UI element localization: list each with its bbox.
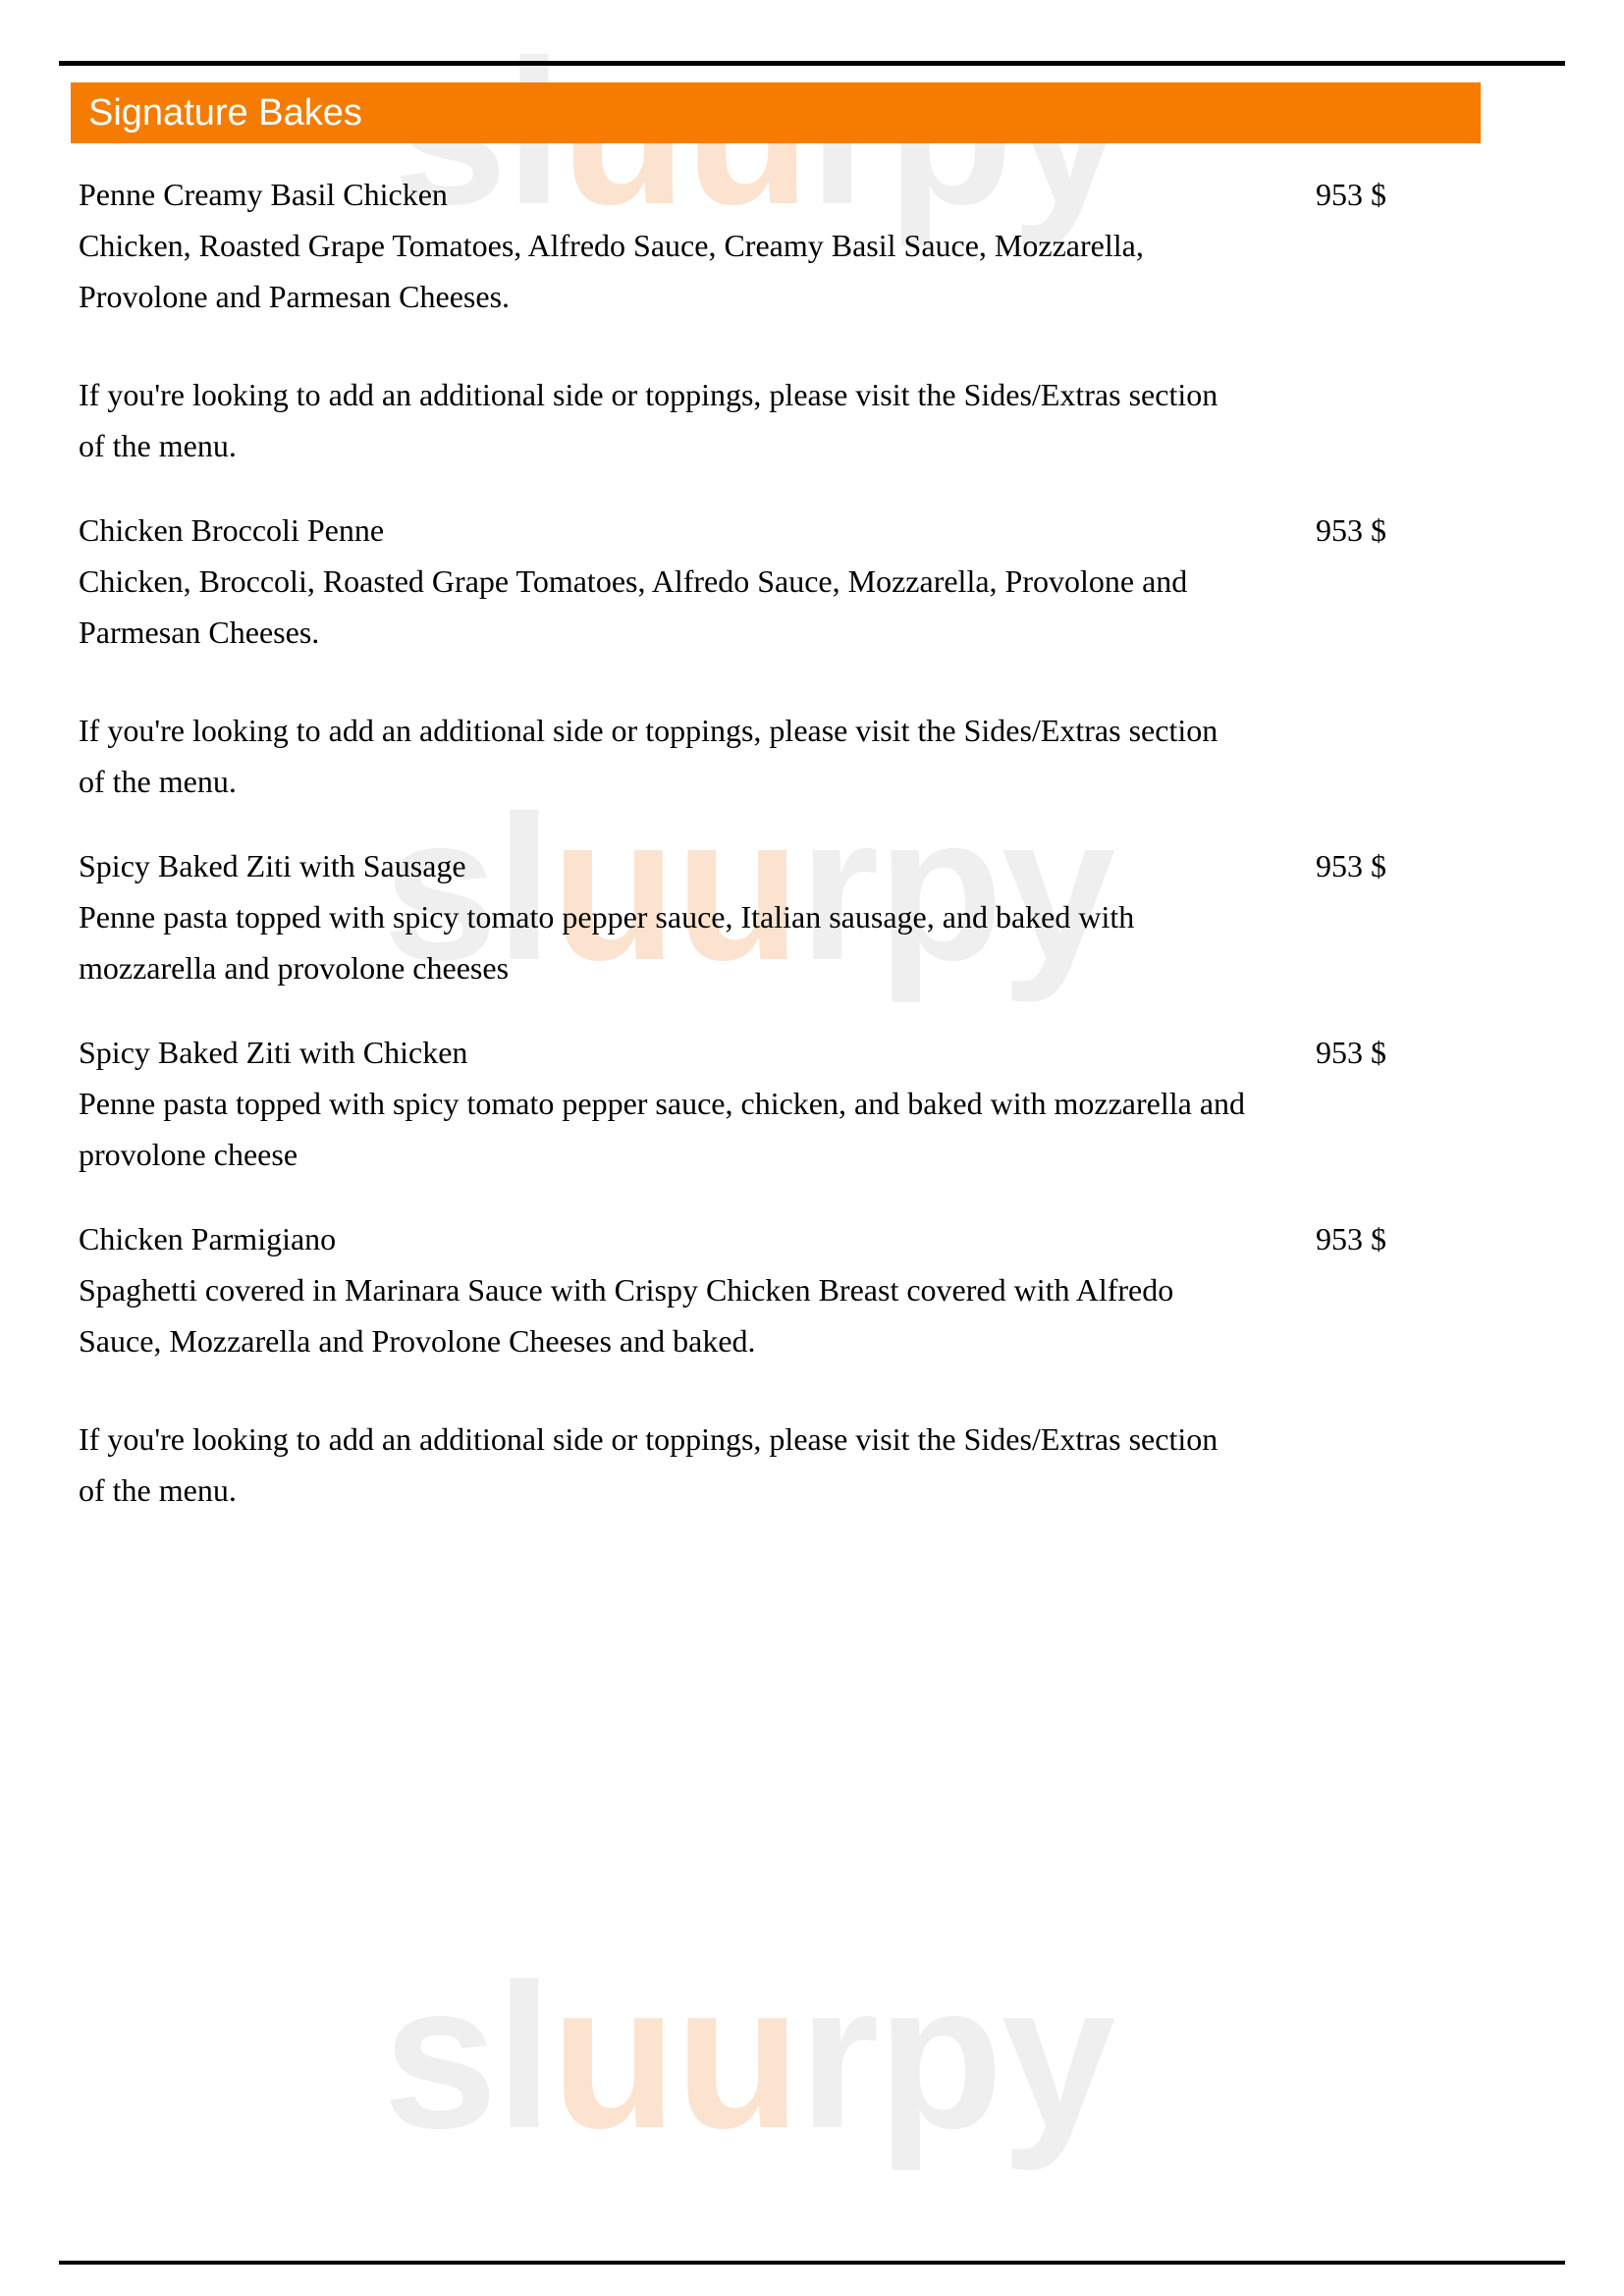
- menu-item-header: [79, 1213, 1502, 1264]
- menu-item-price: 953 $: [1316, 177, 1386, 212]
- menu-item: [79, 169, 1502, 471]
- menu-item-header: [79, 169, 1502, 220]
- menu-item-price: 953 $: [1316, 1035, 1386, 1070]
- menu-item: [79, 1027, 1502, 1180]
- menu-item-price: 953 $: [1316, 1221, 1386, 1256]
- menu-item-note: If you're looking to add an additional side or toppings, please visit the Sides/Extras section of the menu.: [79, 1421, 1218, 1508]
- watermark-text-part1: sl: [383, 773, 552, 1003]
- menu-item-name: Chicken Broccoli Penne: [79, 512, 385, 548]
- watermark-text-part2: uu: [551, 1941, 799, 2171]
- menu-item-name: Penne Creamy Basil Chicken: [79, 177, 448, 212]
- menu-item-name: Spicy Baked Ziti with Chicken: [79, 1035, 468, 1070]
- menu-item-header: [79, 840, 1502, 891]
- menu-item-header: [79, 1027, 1502, 1078]
- menu-item-description: Chicken, Roasted Grape Tomatoes, Alfredo Sauce, Creamy Basil Sauce, Mozzarella, Provolone and Parmesan Cheeses.: [79, 228, 1144, 314]
- watermark-text-part3: rpy: [798, 773, 1114, 1003]
- menu-item-list: [79, 169, 1502, 1549]
- watermark-text-part2: uu: [551, 773, 799, 1003]
- menu-item: [79, 840, 1502, 993]
- watermark-bottom: [383, 1941, 1114, 2171]
- section-header-signature-bakes: [71, 82, 1481, 143]
- menu-item-description: Penne pasta topped with spicy tomato pepper sauce, Italian sausage, and baked with mozzarella and provolone cheeses: [79, 899, 1135, 986]
- menu-item-description: Chicken, Broccoli, Roasted Grape Tomatoes, Alfredo Sauce, Mozzarella, Provolone and Parmesan Cheeses.: [79, 563, 1188, 650]
- page-top-rule: [59, 61, 1565, 66]
- watermark-text-part3: rpy: [798, 1941, 1114, 2171]
- menu-item-description: Spaghetti covered in Marinara Sauce with Crispy Chicken Breast covered with Alfredo Sauce, Mozzarella and Provolone Cheeses and baked.: [79, 1272, 1174, 1359]
- menu-item-note: If you're looking to add an additional side or toppings, please visit the Sides/Extras section of the menu.: [79, 377, 1218, 463]
- section-title: Signature Bakes: [88, 92, 362, 133]
- menu-item-note: If you're looking to add an additional side or toppings, please visit the Sides/Extras section of the menu.: [79, 713, 1218, 799]
- menu-item-header: [79, 505, 1502, 556]
- menu-item-price: 953 $: [1316, 848, 1386, 883]
- menu-item-description: Penne pasta topped with spicy tomato pepper sauce, chicken, and baked with mozzarella and provolone cheese: [79, 1086, 1246, 1172]
- menu-item: [79, 1213, 1502, 1516]
- menu-item-price: 953 $: [1316, 512, 1386, 548]
- menu-item: [79, 505, 1502, 807]
- watermark-text-part1: sl: [383, 1941, 552, 2171]
- menu-item-name: Spicy Baked Ziti with Sausage: [79, 848, 466, 883]
- menu-item-name: Chicken Parmigiano: [79, 1221, 337, 1256]
- page-bottom-rule: [59, 2261, 1565, 2265]
